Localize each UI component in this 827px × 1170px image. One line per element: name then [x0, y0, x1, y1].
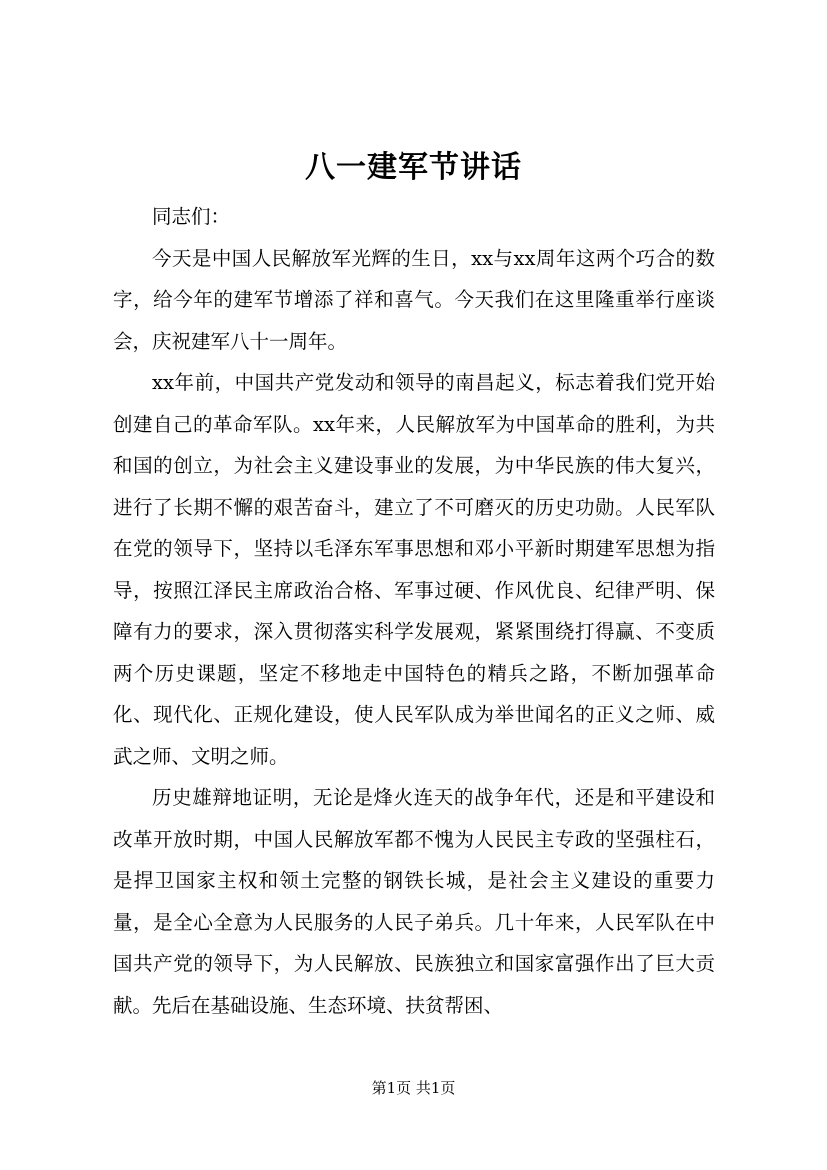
paragraph-1: 今天是中国人民解放军光辉的生日，xx与xx周年这两个巧合的数字，给今年的建军节增添了祥和喜气。今天我们在这里隆重举行座谈会，庆祝建军八十一周年。: [113, 246, 715, 353]
paragraph-2: xx年前，中国共产党发动和领导的南昌起义，标志着我们党开始创建自己的革命军队。xx年来，人民解放军为中国革命的胜利，为共和国的创立，为社会主义建设事业的发展，为中华民族的伟大复兴，进行了长期不懈的艰苦奋斗，建立了不可磨灭的历史功勋。人民军队在党的领导下，坚持以毛泽东军事思想和邓小平新时期建军思想为指导，按照江泽民主席政治合格、军事过硬、作风优良、纪律严明、保障有力的要求，深入贯彻落实科学发展观，紧紧围绕打得赢、不变质两个历史课题，坚定不移地走中国特色的精兵之路，不断加强革命化、现代化、正规化建设，使人民军队成为举世闻名的正义之师、威武之师、文明之师。: [113, 371, 715, 768]
document-title: 八一建军节讲话: [305, 150, 522, 185]
page-number-footer: 第1页 共1页: [371, 1079, 456, 1097]
salutation: 同志们：: [152, 205, 231, 228]
document-body: [113, 196, 715, 1026]
paragraph-3: 历史雄辩地证明，无论是烽火连天的战争年代，还是和平建设和改革开放时期，中国人民解放军都不愧为人民民主专政的坚强柱石，是捍卫国家主权和领土完整的钢铁长城，是社会主义建设的重要力量，是全心全意为人民服务的人民子弟兵。几十年来，人民军队在中国共产党的领导下，为人民解放、民族独立和国家富强作出了巨大贡献。先后在基础设施、生态环境、扶贫帮困、: [113, 786, 715, 1017]
